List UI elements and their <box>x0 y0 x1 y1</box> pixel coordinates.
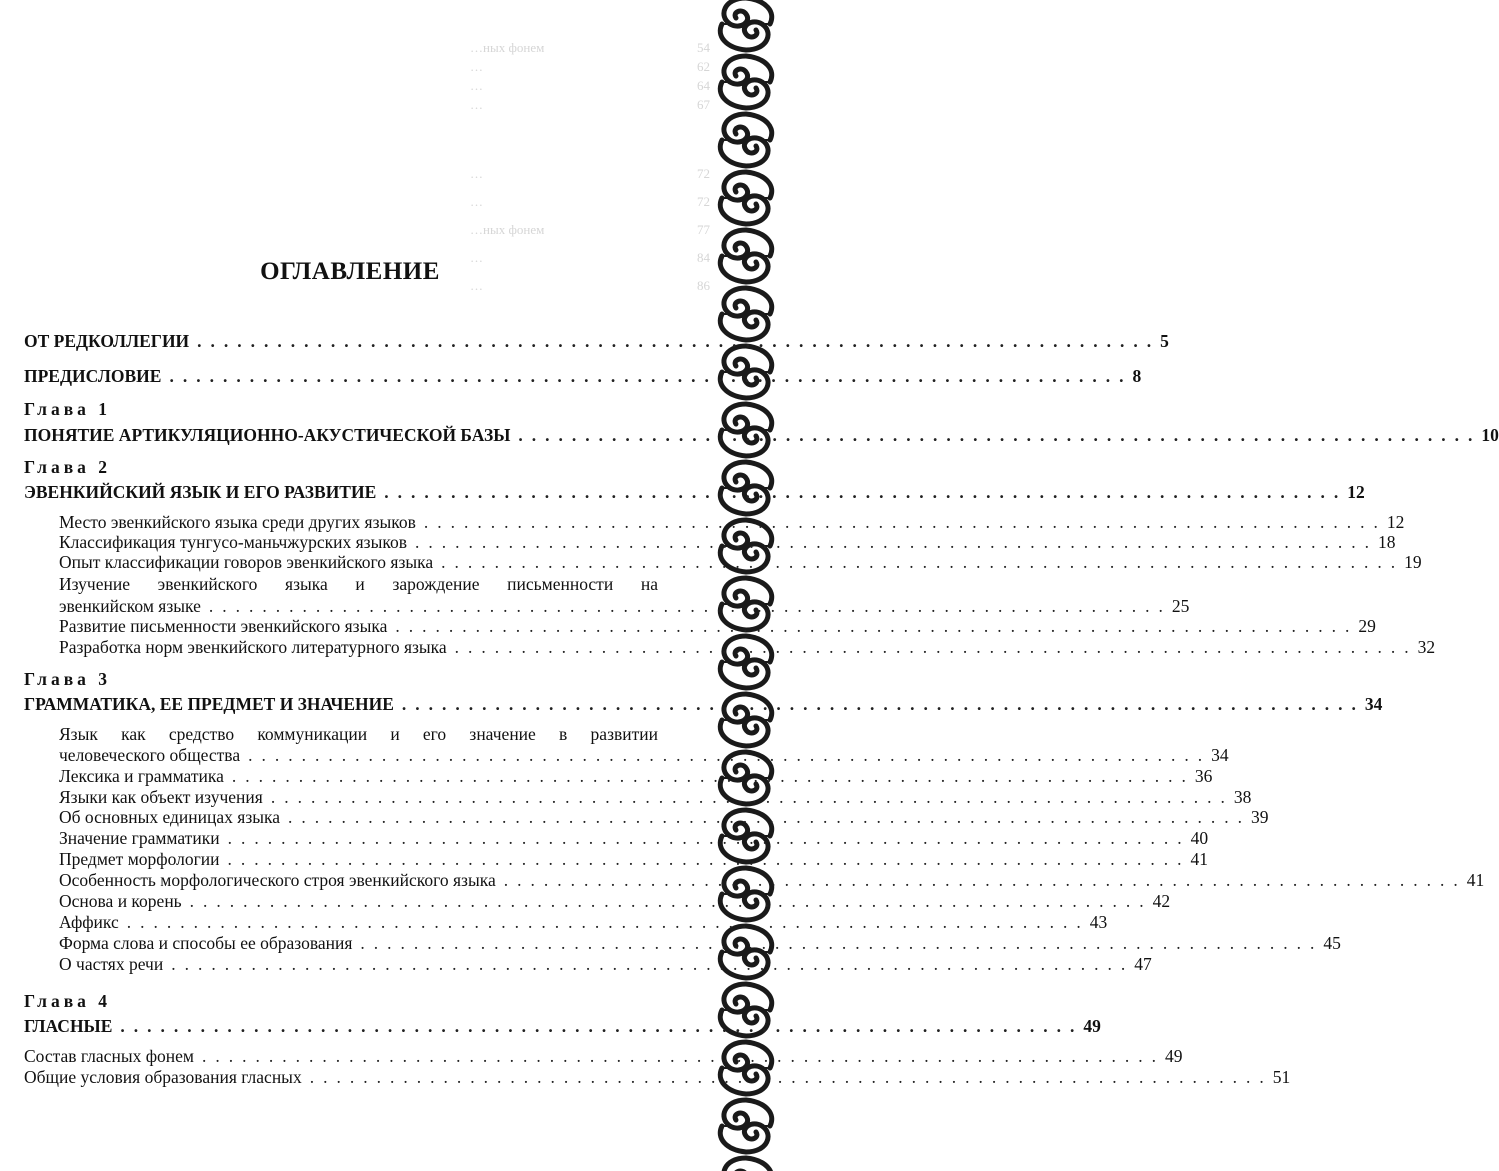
toc-entry[interactable] <box>59 911 1108 933</box>
toc-entry-chapter-1[interactable] <box>24 424 1499 446</box>
toc-page-number: 51 <box>1272 1067 1291 1087</box>
leader-dots: ........................................................................ <box>454 637 1418 657</box>
leader-dots: ........................................................................ <box>202 1046 1165 1066</box>
leader-dots: ........................................................................ <box>171 954 1135 974</box>
toc-entry-wrapped[interactable] <box>59 723 688 745</box>
ghost-row: … 84 <box>470 250 710 265</box>
toc-entry-title: Аффикс <box>59 912 119 932</box>
leader-dots: ........................................................................ <box>208 596 1172 616</box>
leader-dots: ........................................................................ <box>120 1016 1084 1036</box>
toc-page-number: 40 <box>1190 828 1209 848</box>
ghost-row: … 72 <box>470 194 710 209</box>
chapter-label: Глава 3 <box>24 669 112 689</box>
toc-page-number: 19 <box>1404 552 1422 572</box>
toc-entry[interactable] <box>59 636 1436 658</box>
toc-page-number: 10 <box>1481 425 1499 445</box>
leader-dots: ........................................................................ <box>231 766 1195 786</box>
toc-entry-editorial[interactable] <box>24 330 1169 352</box>
toc-entry-chapter-2[interactable] <box>24 481 1365 503</box>
toc-entry[interactable] <box>59 531 1396 553</box>
toc-page-number: 36 <box>1194 766 1213 786</box>
leader-dots: ........................................................................ <box>126 912 1090 932</box>
toc-page-number: 5 <box>1160 331 1169 351</box>
leader-dots: ........................................................................ <box>248 745 1212 765</box>
toc-entry-wrapped[interactable] <box>59 573 688 595</box>
toc-page-number: 47 <box>1134 954 1152 974</box>
toc-entry-title: Общие условия образования гласных <box>24 1067 302 1087</box>
leader-dots: ........................................................................ <box>503 870 1467 890</box>
toc-entry-chapter-3[interactable] <box>24 693 1383 715</box>
toc-entry-title: Лексика и грамматика <box>59 766 224 786</box>
toc-entry-continuation[interactable] <box>59 744 1229 766</box>
toc-entry[interactable] <box>24 1045 1183 1067</box>
toc-entry-title-line-1: Изучение эвенкийского языка и зарождение письменности на <box>59 574 658 594</box>
toc-entry-title-line-2: человеческого общества <box>59 745 241 765</box>
knot-motif-icon <box>720 1100 772 1152</box>
ghost-row: … 67 <box>470 97 710 112</box>
toc-entry-title-line-1: Язык как средство коммуникации и его значение в развитии <box>59 724 658 744</box>
chapter-label: Глава 2 <box>24 457 112 477</box>
toc-page-number: 8 <box>1132 366 1142 386</box>
leader-dots: ........................................................................ <box>414 532 1378 552</box>
knot-motif-icon <box>720 1158 772 1171</box>
toc-entry-title: Классификация тунгусо-маньчжурских языков <box>59 532 407 552</box>
ghost-row: … 62 <box>470 59 710 74</box>
toc-entry[interactable] <box>59 953 1152 975</box>
toc-page-number: 34 <box>1364 694 1383 714</box>
bleed-through-text-top <box>470 38 710 114</box>
toc-page-number: 43 <box>1089 912 1108 932</box>
toc-entry-title: Опыт классификации говоров эвенкийского языка <box>59 552 434 572</box>
ghost-row: … 64 <box>470 78 710 93</box>
knot-motif-icon <box>720 114 772 166</box>
toc-entry-title: Разработка норм эвенкийского литературного языка <box>59 637 447 657</box>
chapter-label: Глава 1 <box>24 399 112 419</box>
toc-entry-preface[interactable] <box>24 365 1142 387</box>
leader-dots: ........................................................................ <box>169 366 1133 386</box>
toc-entry[interactable] <box>24 1066 1291 1088</box>
toc-entry[interactable] <box>59 765 1213 787</box>
toc-entry-title: ГЛАСНЫЕ <box>24 1016 113 1036</box>
ghost-row: …ных фонем 77 <box>470 222 710 237</box>
leader-dots: ........................................................................ <box>401 694 1365 714</box>
knot-motif-icon <box>720 172 772 224</box>
leader-dots: ........................................................................ <box>227 828 1191 848</box>
toc-page-number: 41 <box>1190 849 1209 869</box>
toc-entry-title: ЭВЕНКИЙСКИЙ ЯЗЫК И ЕГО РАЗВИТИЕ <box>24 482 377 502</box>
toc-page-number: 12 <box>1386 512 1405 532</box>
toc-entry-title: Особенность морфологического строя эвенкийского языка <box>59 870 496 890</box>
leader-dots: ........................................................................ <box>518 425 1482 445</box>
toc-entry-title: Значение грамматики <box>59 828 220 848</box>
leader-dots: ........................................................................ <box>395 616 1359 636</box>
toc-entry-title: Языки как объект изучения <box>59 787 263 807</box>
toc-entry[interactable] <box>59 890 1171 912</box>
ghost-row: … 72 <box>470 166 710 181</box>
toc-page-number: 12 <box>1347 482 1365 502</box>
toc-entry[interactable] <box>59 806 1269 828</box>
leader-dots: ........................................................................ <box>189 891 1153 911</box>
leader-dots: ........................................................................ <box>441 552 1405 572</box>
toc-entry-title: Состав гласных фонем <box>24 1046 194 1066</box>
leader-dots: ........................................................................ <box>288 807 1252 827</box>
toc-page-number: 49 <box>1083 1016 1101 1036</box>
knot-motif-icon <box>720 0 772 50</box>
toc-entry-title: Место эвенкийского языка среди других языков <box>59 512 416 532</box>
ghost-row: … 86 <box>470 278 710 293</box>
leader-dots: ........................................................................ <box>309 1067 1273 1087</box>
toc-page-number: 18 <box>1377 532 1396 552</box>
toc-page-number: 41 <box>1466 870 1485 890</box>
toc-entry-title: ОТ РЕДКОЛЛЕГИИ <box>24 331 190 351</box>
toc-entry[interactable] <box>59 511 1405 533</box>
toc-page-number: 38 <box>1233 787 1252 807</box>
toc-entry[interactable] <box>59 848 1209 870</box>
page-title: ОГЛАВЛЕНИЕ <box>260 258 440 285</box>
toc-entry-title: Об основных единицах языка <box>59 807 281 827</box>
toc-entry[interactable] <box>59 786 1252 808</box>
toc-entry[interactable] <box>59 869 1485 891</box>
leader-dots: ........................................................................ <box>227 849 1191 869</box>
toc-entry-chapter-4[interactable] <box>24 1015 1101 1037</box>
chapter-label: Глава 4 <box>24 991 112 1011</box>
toc-entry[interactable] <box>59 827 1209 849</box>
leader-dots: ........................................................................ <box>360 933 1324 953</box>
leader-dots: ........................................................................ <box>423 512 1387 532</box>
toc-page-number: 29 <box>1358 616 1376 636</box>
knot-motif-icon <box>720 230 772 282</box>
ghost-row: …ных фонем 54 <box>470 40 710 55</box>
toc-page-number: 39 <box>1251 807 1269 827</box>
toc-entry[interactable] <box>59 932 1341 954</box>
leader-dots: ........................................................................ <box>384 482 1348 502</box>
toc-page-number: 32 <box>1417 637 1436 657</box>
toc-entry-title: О частях речи <box>59 954 164 974</box>
leader-dots: ........................................................................ <box>270 787 1234 807</box>
toc-entry-title: Основа и корень <box>59 891 182 911</box>
toc-entry-title: ПОНЯТИЕ АРТИКУЛЯЦИОННО-АКУСТИЧЕСКОЙ БАЗЫ <box>24 425 511 445</box>
toc-page-number: 34 <box>1211 745 1229 765</box>
toc-entry-title: Развитие письменности эвенкийского языка <box>59 616 388 636</box>
leader-dots: ........................................................................ <box>197 331 1161 351</box>
toc-entry-title: ГРАММАТИКА, ЕЕ ПРЕДМЕТ И ЗНАЧЕНИЕ <box>24 694 394 714</box>
toc-entry-title: Форма слова и способы ее образования <box>59 933 353 953</box>
toc-entry-title-line-2: эвенкийском языке <box>59 596 201 616</box>
toc-entry[interactable] <box>59 551 1422 573</box>
knot-motif-icon <box>720 56 772 108</box>
toc-page-number: 49 <box>1165 1046 1183 1066</box>
toc-entry-title: ПРЕДИСЛОВИЕ <box>24 366 162 386</box>
toc-page-number: 45 <box>1323 933 1341 953</box>
celtic-knot-border-icon <box>710 0 778 1171</box>
toc-entry[interactable] <box>59 615 1376 637</box>
toc-entry-title: Предмет морфологии <box>59 849 220 869</box>
toc-page-number: 25 <box>1171 596 1190 616</box>
toc-page-number: 42 <box>1152 891 1171 911</box>
toc-entry-continuation[interactable] <box>59 595 1190 617</box>
